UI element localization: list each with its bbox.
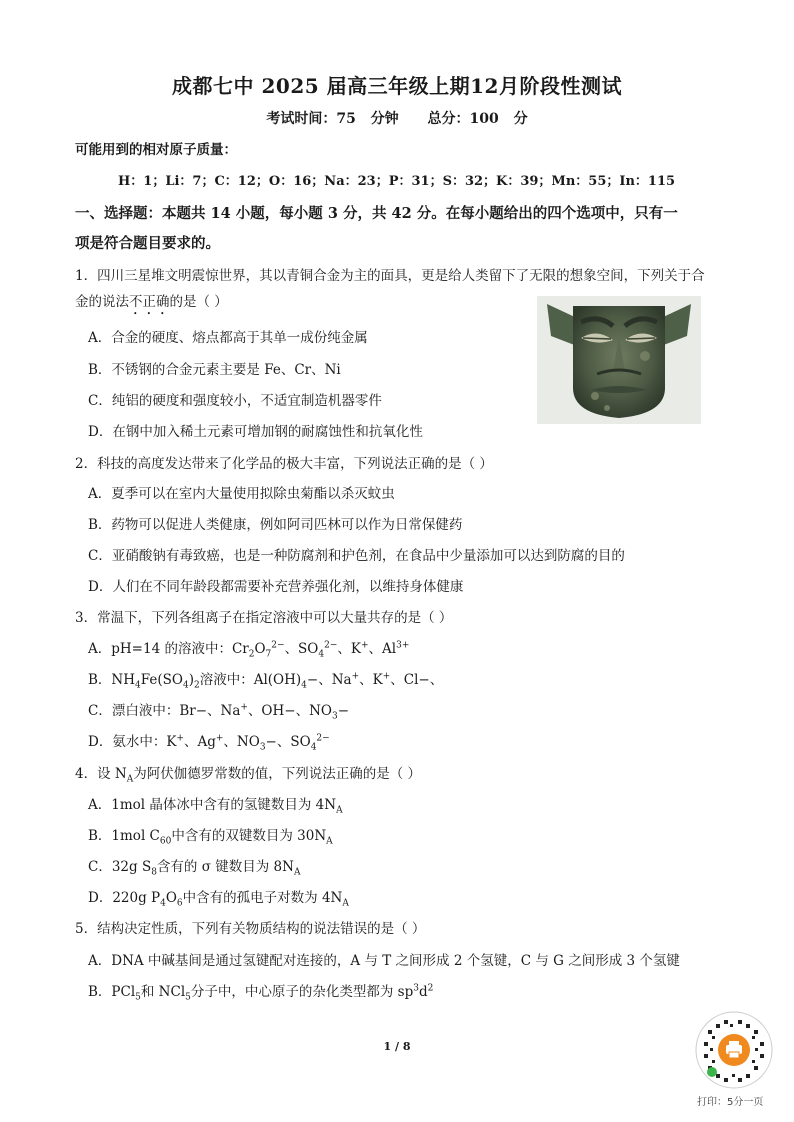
q4-option-a: A．1mol 晶体冰中含有的氢键数目为 $4N_A$	[88, 797, 343, 816]
q1-option-c: C．纯铝的硬度和强度较小，不适宜制造机器零件	[88, 393, 382, 409]
q2-option-c: C．亚硝酸钠有毒致癌，也是一种防腐剂和护色剂，在食品中少量添加可以达到防腐的目的	[88, 548, 625, 564]
q4-stem: 4．设 $N_A$为阿伏伽德罗常数的值，下列说法正确的是（ ）	[75, 766, 421, 785]
atomic-mass-label: 可能用到的相对原子质量：	[75, 142, 237, 158]
exam-subtitle: 考试时间：75 分钟 总分：100 分	[266, 111, 528, 127]
q3-option-b: B．$NH_4Fe(SO_4)_2$溶液中：$Al(OH)_4-$、Na+、K+、Cl−、	[88, 671, 444, 691]
q2-option-b: B．药物可以促进人类健康，例如阿司匹林可以作为日常保健药	[88, 517, 463, 533]
print-label: 打印：5分一页	[697, 1097, 764, 1108]
q3-option-d: D．氨水中：K+、Ag+、$NO_3-$、$SO_4^{2-}$	[88, 733, 330, 753]
q5-option-b: B．PCl$_5$和 NCl$_5$分子中，中心原子的杂化类型都为 $sp^3d^2$	[88, 983, 434, 1003]
q5-stem: 5．结构决定性质，下列有关物质结构的说法错误的是（ ）	[75, 921, 426, 937]
q3-stem: 3．常温下，下列各组离子在指定溶液中可以大量共存的是（ ）	[75, 610, 453, 626]
q3-option-c: C．漂白液中：Br−、Na+、OH−、$NO_3-$	[88, 702, 350, 722]
q4-option-c: C．32g $S_8$含有的 σ 键数目为 $8N_A$	[88, 859, 301, 878]
print-qr-code[interactable]	[694, 1010, 774, 1090]
q2-option-d: D．人们在不同年龄段都需要补充营养强化剂，以维持身体健康	[88, 579, 464, 595]
q1-stem-line2: 金的说法不正确的是（ ）	[75, 294, 228, 310]
q4-option-b: B．1mol $C_{60}$中含有的双键数目为 $30N_A$	[88, 828, 333, 847]
q4-option-d: D．220g $P_4O_6$中含有的孤电子对数为 $4N_A$	[88, 890, 349, 909]
page-number: 1 / 8	[383, 1040, 411, 1053]
section-heading-line2: 项是符合题目要求的。	[75, 235, 220, 252]
q2-stem: 2．科技的高度发达带来了化学品的极大丰富，下列说法正确的是（ ）	[75, 456, 493, 472]
atomic-mass-values: H：1；Li：7；C：12；O：16；Na：23；P：31；S：32；K：39；Mn：55；In：115	[118, 174, 676, 189]
section-heading-line1: 一、选择题：本题共 14 小题，每小题 3 分，共 42 分。在每小题给出的四个选项中，只有一	[75, 205, 678, 222]
q1-option-b: B．不锈钢的合金元素主要是 Fe、Cr、Ni	[88, 362, 341, 378]
q1-emphasis: 不正确	[129, 294, 170, 310]
q1-stem-line1: 1．四川三星堆文明震惊世界，其以青铜合金为主的面具，更是给人类留下了无限的想象空间，下列关于合	[75, 268, 705, 284]
q3-option-a: A．pH=14 的溶液中：$Cr_2O_7^{2-}$、$SO_4^{2-}$、K+、$Al^{3+}$	[88, 640, 410, 660]
q2-option-a: A．夏季可以在室内大量使用拟除虫菊酯以杀灭蚊虫	[88, 486, 395, 502]
q5-option-a: A．DNA 中碱基间是通过氢键配对连接的，A 与 T 之间形成 2 个氢键，C 与 G 之间形成 3 个氢键	[88, 953, 680, 969]
exam-title: 成都七中 2025 届高三年级上期12月阶段性测试	[172, 74, 622, 98]
q1-option-a: A．合金的硬度、熔点都高于其单一成份纯金属	[88, 330, 368, 346]
q1-option-d: D．在钢中加入稀土元素可增加钢的耐腐蚀性和抗氧化性	[88, 424, 423, 440]
bronze-mask-image	[537, 296, 701, 424]
